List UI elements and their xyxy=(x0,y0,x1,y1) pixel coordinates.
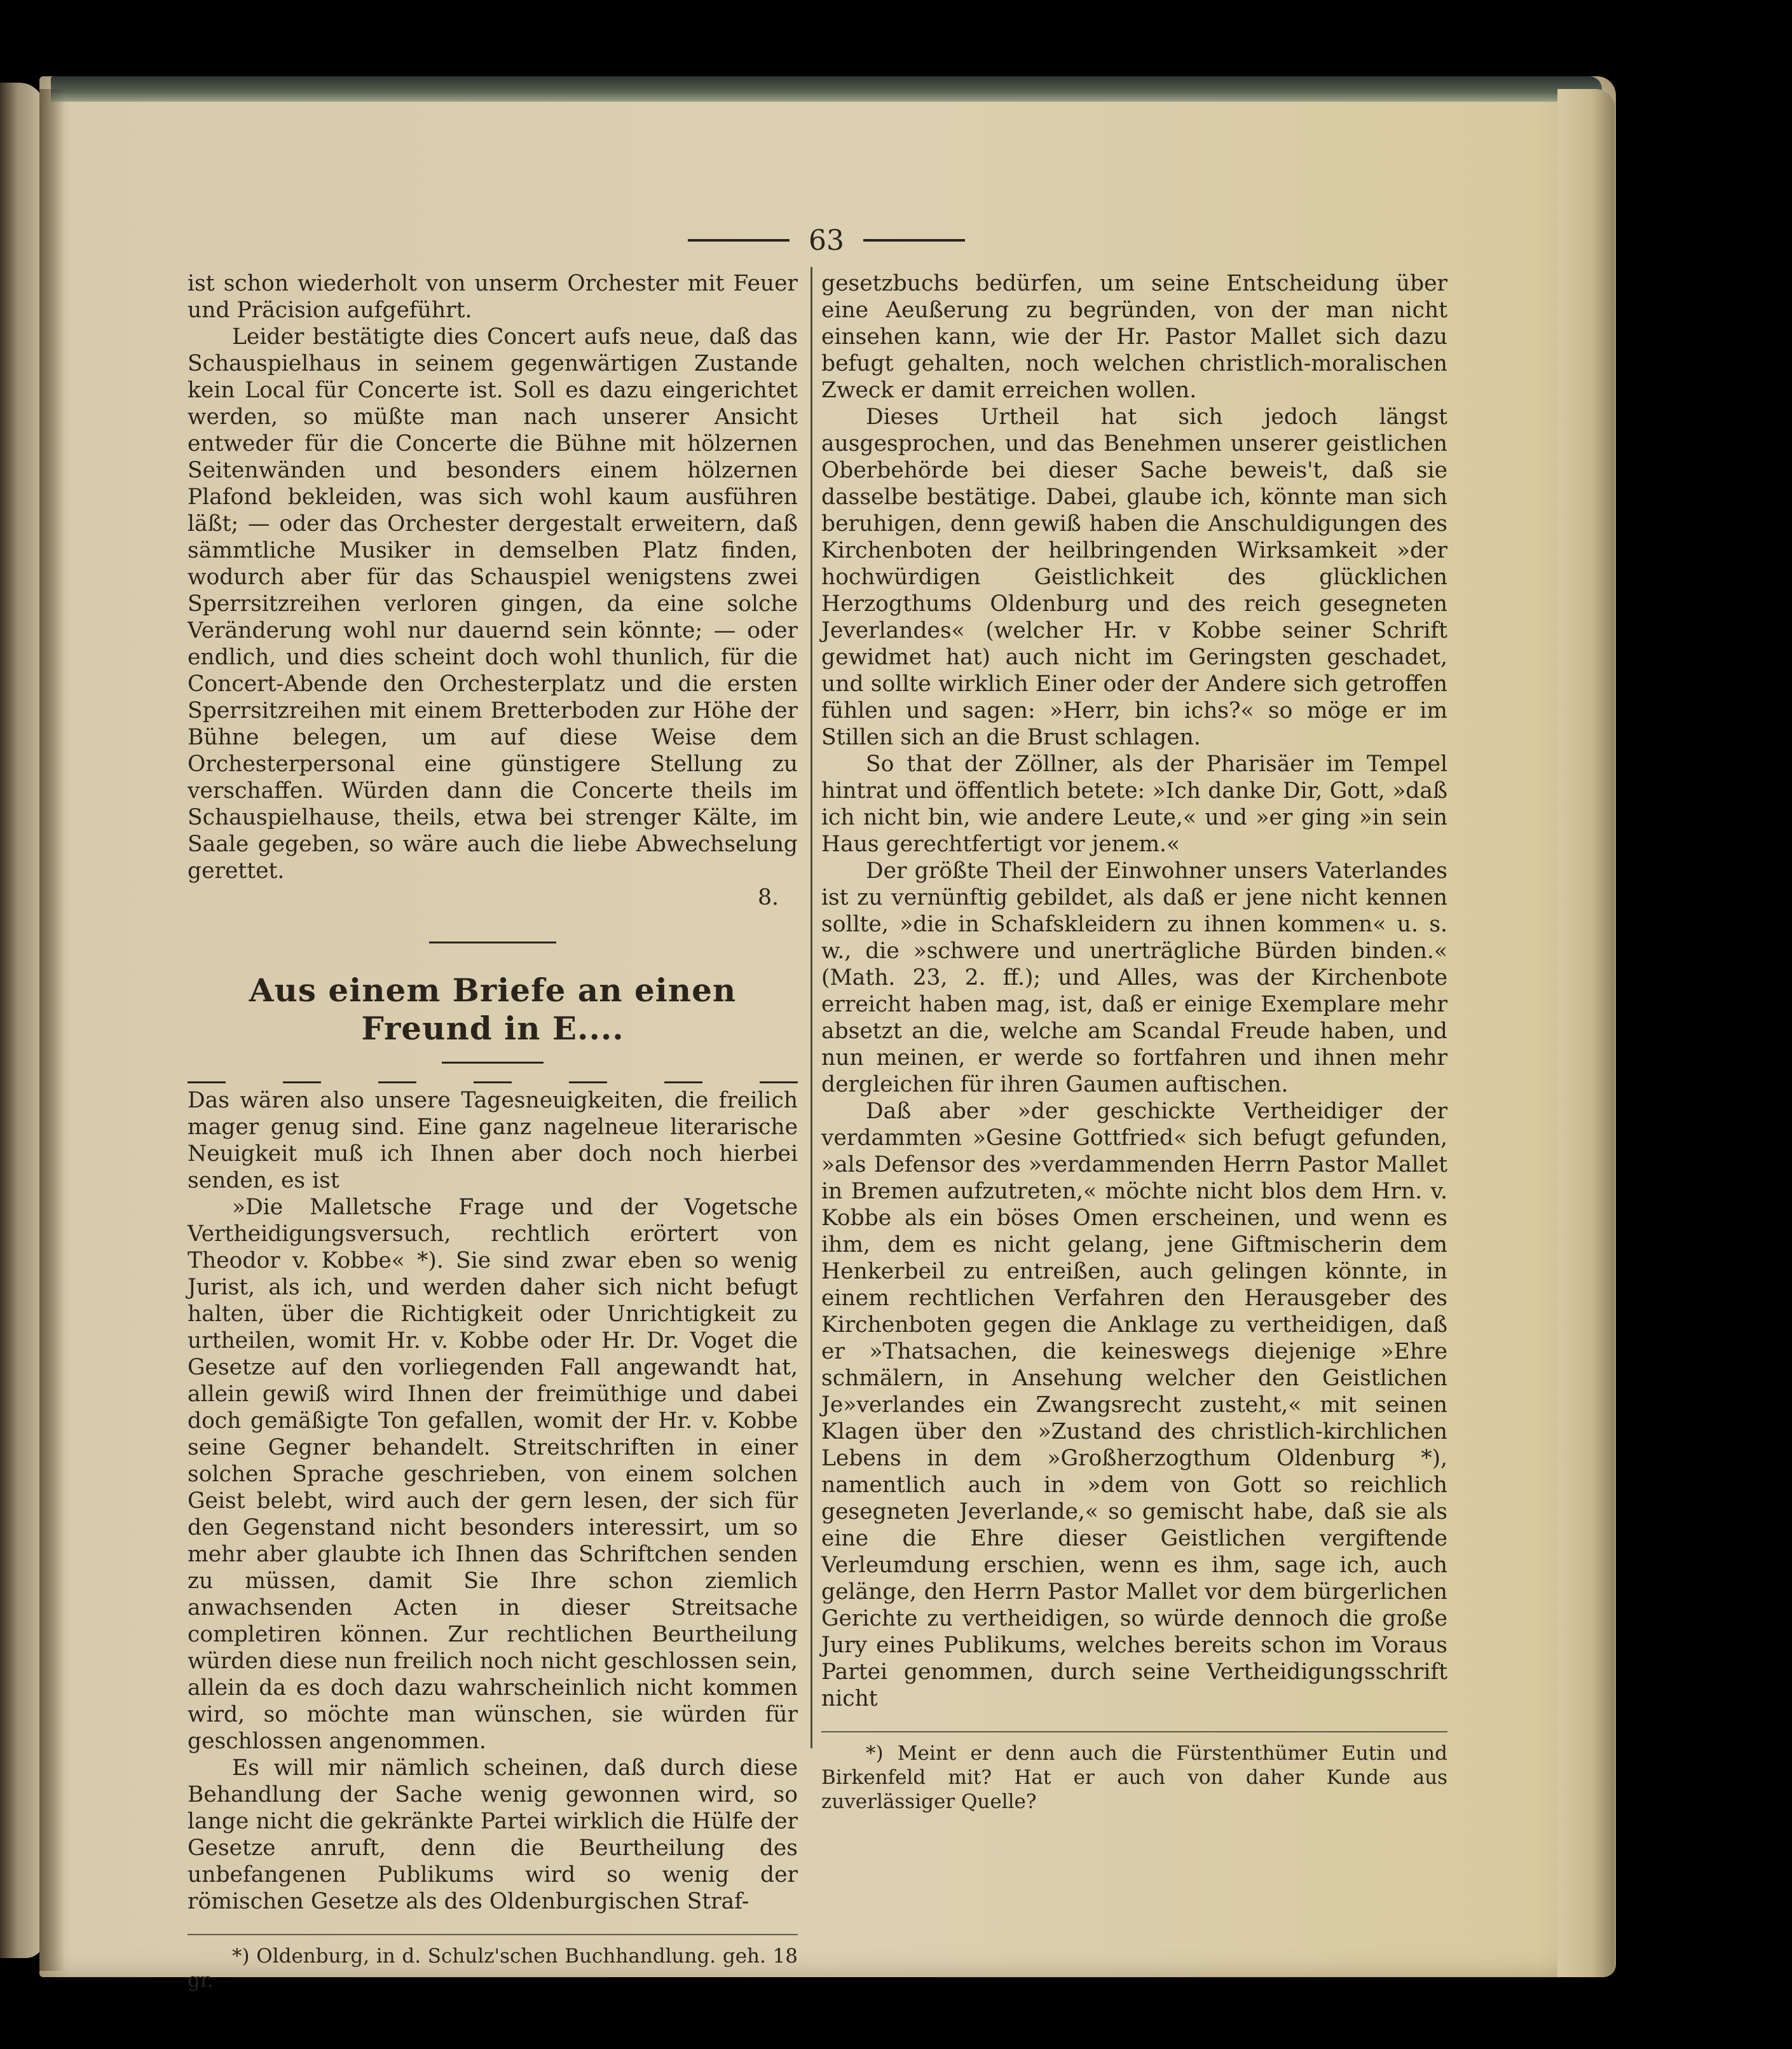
footnote-rule xyxy=(821,1731,1447,1732)
article-heading: Aus einem Briefe an einen Freund in E.... xyxy=(249,971,737,1047)
paragraph: Es will mir nämlich scheinen, daß durch diese Behandlung der Sache wenig gewonnen wird, so lange nicht die gekränkte Partei wirklich die Hülfe der Gesetze anruft, denn die Beurtheilung des unbefangenen Publikums wird so wenig der römischen Gesetze als des Oldenburgischen Straf- xyxy=(188,1755,798,1914)
paragraph: Der größte Theil der Einwohner unsers Vaterlandes ist zu vernünftig gebildet, als daß er jene nicht kennen sollte, »die in Schafskleidern zu ihnen kommen« u. s. w., die »schwere und unerträgliche Bürden binden.« (Math. 23, 2. ff.); und Alles, was der Kirchenbote erreicht haben mag, ist, daß er einige Exemplare mehr absetzt an die, welche am Scandal Freude haben, und nun meinen, er werde so fortfahren und ihnen mehr dergleichen für ihren Gaumen auftischen. xyxy=(821,858,1447,1097)
paragraph: Daß aber »der geschickte Vertheidiger der verdammten »Gesine Gottfried« sich befugt gefunden, »als Defensor des »verdammenden Herrn Pastor Mallet in Bremen aufzutreten,« möchte nicht blos dem Hrn. v. Kobbe als ein böses Omen erscheinen, und wenn es ihm, dem es nicht gelang, jene Giftmischerin dem Henkerbeil zu entreißen, auch gelingen könnte, in einem rechtlichen Verfahren den Herausgeber des Kirchenboten gegen die Anklage zu vertheidigen, daß er »Thatsachen, die keineswegs diejenige »Ehre schmälern, in Ansehung welcher den Geistlichen Je»verlandes ein Zwangsrecht zusteht,« mit seinen Klagen über den »Zustand des christlich-kirchlichen Lebens in dem »Großherzogthum Oldenburg *), namentlich auch in »dem von Gott so reichlich gesegneten Jeverlande,« so gemischt habe, daß sie als eine die Ehre dieser Geistlichen vergiftende Verleumdung erschien, wenn es ihm, sage ich, auch gelänge, den Herrn Pastor Mallet vor dem bürgerlichen Gerichte zu vertheidigen, so würde dennoch die große Jury eines Publikums, welches bereits schon im Voraus Partei genommen, durch seine Vertheidigungsschrift nicht xyxy=(821,1099,1447,1711)
spine-shadow xyxy=(39,89,65,1971)
footnote: *) Oldenburg, in d. Schulz'schen Buchhandlung. geh. 18 gr. xyxy=(188,1945,798,1992)
paragraph: Das wären also unsere Tagesneuigkeiten, die freilich mager genug sind. Eine ganz nagelneue literarische Neuigkeit muß ich Ihnen aber doch noch hierbei senden, es ist xyxy=(188,1088,798,1193)
paragraph: So that der Zöllner, als der Pharisäer im Tempel hintrat und öffentlich betete: »Ich danke Dir, Gott, »daß ich nicht bin, wie andere Leute,« und »er ging »in sein Haus gerechtfertigt vor jenem.« xyxy=(821,751,1447,857)
footnote: *) Meint er denn auch die Fürstenthümer Eutin und Birkenfeld mit? Hat er auch von daher Kunde aus zuverlässiger Quelle? xyxy=(821,1742,1447,1813)
paragraph: Leider bestätigte dies Concert aufs neue, daß das Schauspielhaus in seinem gegenwärtigen Zustande kein Local für Concerte ist. Soll es dazu eingerichtet werden, so müßte man nach unserer Ansicht entweder für die Concerte die Bühne mit hölzernen Seitenwänden und besonders einem hölzernen Plafond bekleiden, was sich wohl kaum ausführen läßt; — oder das Orchester dergestalt erweitern, daß sämmtliche Musiker in demselben Platz finden, wodurch aber für das Schauspiel wenigstens zwei Sperrsitzreihen verloren gingen, da eine solche Veränderung wohl nur dauernd sein könnte; — oder endlich, und dies scheint doch wohl thunlich, für die Concert-Abende den Orchesterplatz und die ersten Sperrsitzreihen mit einem Bretterboden zur Höhe der Bühne belegen, um auf diese Weise dem Orchesterpersonal eine günstigere Stellung zu verschaffen. Würden dann die Concerte theils im Schauspielhause, theils, etwa bei strenger Kälte, im Saale gegeben, so wäre auch die liebe Abwechselung gerettet. xyxy=(188,324,798,884)
paragraph: Dieses Urtheil hat sich jedoch längst ausgesprochen, und das Benehmen unserer geistlichen Oberbehörde bei dieser Sache beweis't, daß sie dasselbe bestätige. Dabei, glaube ich, könnte man sich beruhigen, denn gewiß haben die Anschuldigungen des Kirchenboten der heilbringenden Wirksamkeit »der hochwürdigen Geistlichkeit des glücklichen Herzogthums Oldenburg und des reich gesegneten Jeverlandes« (welcher Hr. v Kobbe seiner Schrift gewidmet hat) auch nicht im Geringsten geschadet, und sollte wirklich Einer oder der Andere sich getroffen fühlen und sagen: »Herr, bin ichs?« so möge er im Stillen sich an die Brust schlagen. xyxy=(821,404,1447,750)
paragraph: gesetzbuchs bedürfen, um seine Entscheidung über eine Aeußerung zu begründen, von der man nicht einsehen kann, wie der Hr. Pastor Mallet sich dazu befugt gehalten, noch welchen christlich-moralischen Zweck er damit erreichen wollen. xyxy=(821,271,1447,403)
header-rule-left xyxy=(688,239,790,242)
heading-underline xyxy=(442,1062,544,1064)
signature: 8. xyxy=(758,885,779,910)
page-right-edge xyxy=(1557,89,1615,1977)
footnote-rule xyxy=(188,1934,798,1935)
column-divider xyxy=(811,267,812,1748)
section-separator xyxy=(429,942,556,943)
page-top-edge xyxy=(51,76,1602,102)
right-column xyxy=(821,270,1447,1814)
paragraph: ist schon wiederholt von unserm Orchester mit Feuer und Präcision aufgeführt. xyxy=(188,271,798,323)
paragraph: »Die Malletsche Frage und der Vogetsche Vertheidigungsversuch, rechtlich erörtert von Theodor v. Kobbe« *). Sie sind zwar eben so wenig Jurist, als ich, und werden daher sich nicht befugt halten, über die Richtigkeit oder Unrichtigkeit zu urtheilen, womit Hr. v. Kobbe oder Hr. Dr. Voget die Gesetze auf den vorliegenden Fall angewandt hat, allein gewiß wird Ihnen der freimüthige und dabei doch gemäßigte Ton gefallen, womit der Hr. v. Kobbe seine Gegner behandelt. Streitschriften in einer solchen Sprache geschrieben, von einem solchen Geist belebt, wird auch der gern lesen, der sich für den Gegenstand nicht besonders interessirt, um so mehr aber glaubte ich Ihnen das Schriftchen senden zu müssen, damit Sie Ihre schon ziemlich anwachsenden Acten in dieser Streitsache completiren können. Zur rechtlichen Beurtheilung würden diese nun freilich noch nicht geschlossen sein, allein da es doch dazu wahrscheinlich nicht kommen wird, so möchte man wünschen, sie würden für geschlossen angenommen. xyxy=(188,1195,798,1754)
dash-row xyxy=(188,1081,798,1083)
header-rule-right xyxy=(863,239,965,242)
previous-page-edge xyxy=(0,83,44,1958)
page-number: 63 xyxy=(809,224,844,257)
left-column xyxy=(188,270,798,1992)
page-number-header xyxy=(661,221,992,259)
